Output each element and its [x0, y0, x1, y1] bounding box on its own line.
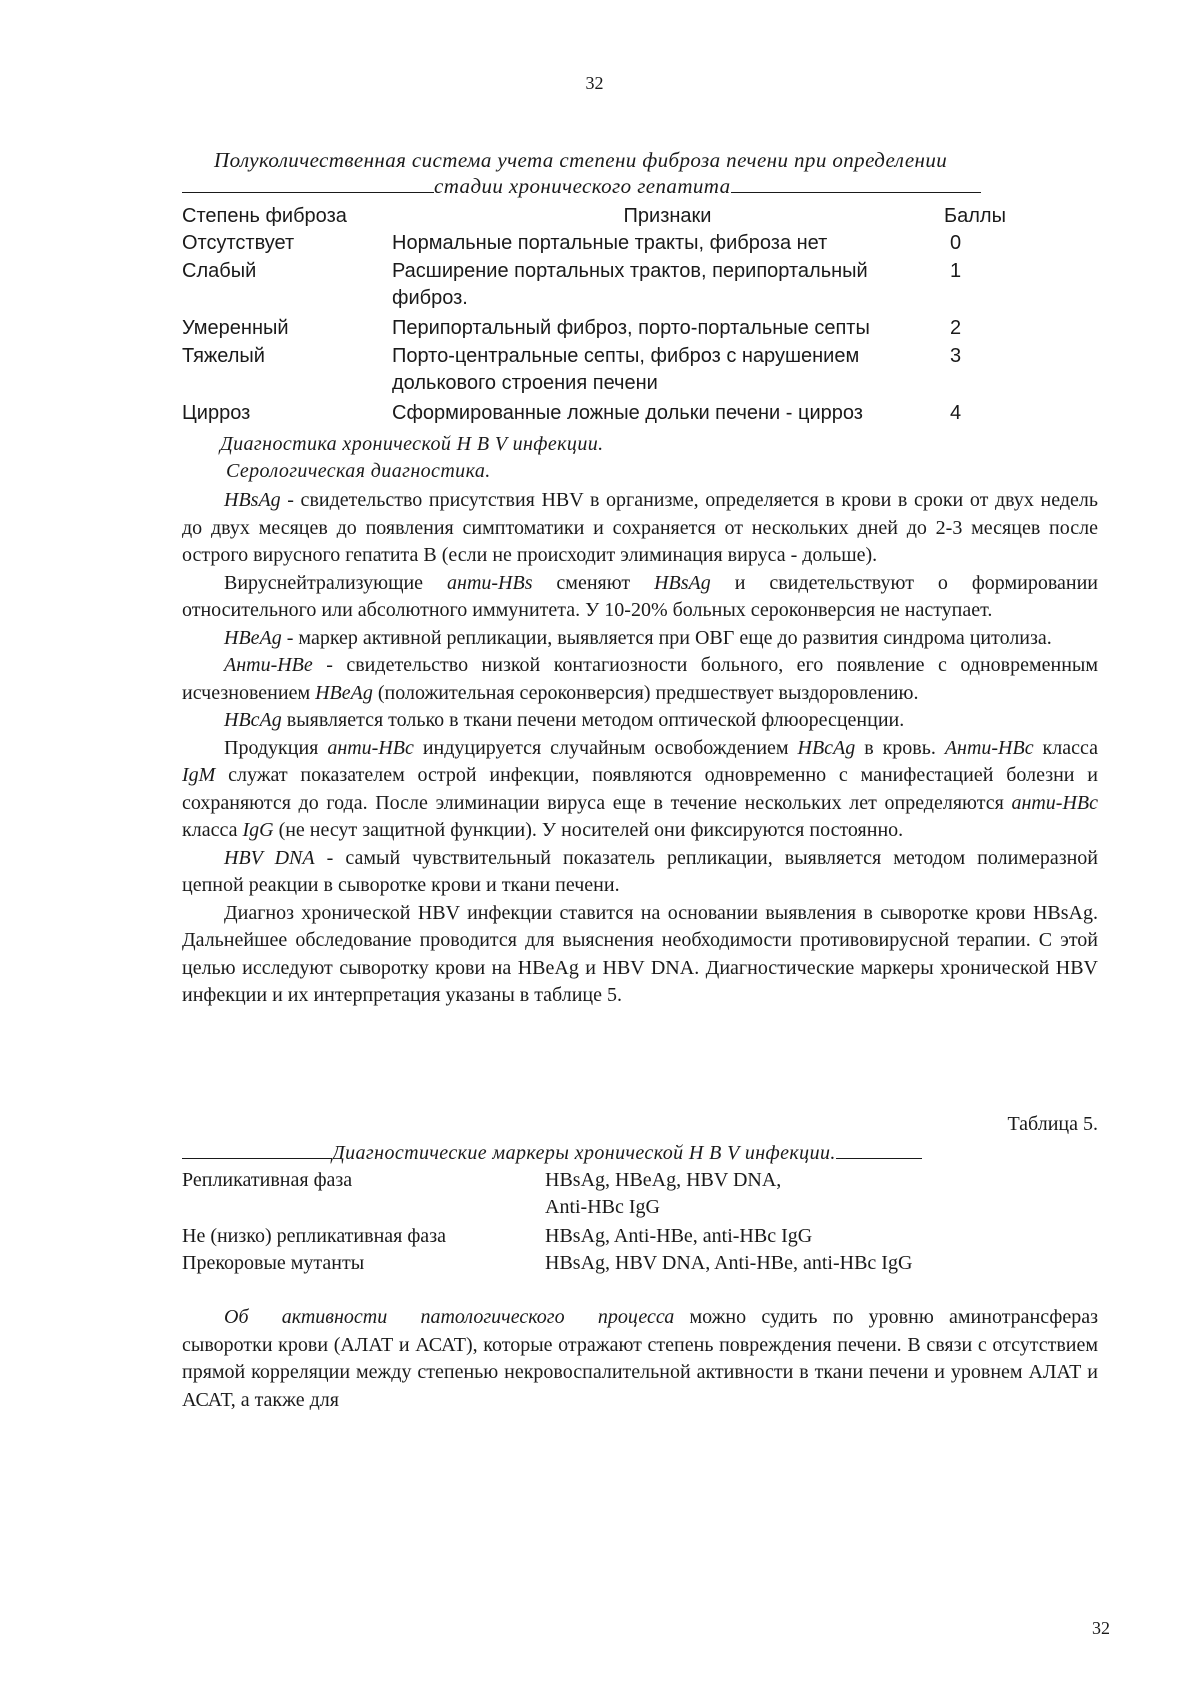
- paragraph-hbsag: [182, 487, 1098, 570]
- term: HBcAg: [797, 736, 856, 759]
- table-row-degree: Тяжелый: [182, 345, 265, 367]
- text: выявляется только в ткани печени методом оптической флюоресценции.: [281, 709, 905, 731]
- page-number-top: 32: [585, 73, 604, 93]
- table-header-signs: Признаки: [623, 205, 712, 227]
- table-row-degree: Слабый: [182, 260, 257, 282]
- text: - свидетельство присутствия HBV в организме, определяется в крови в сроки от двух недель до двух месяцев до появления симптоматики и сохраняется от нескольких дней до 2-3 месяцев после острого вирусного гепатита В (если не происходит элиминация вируса - дольше).: [182, 489, 1098, 566]
- table-row-signs: Порто-центральные септы, фиброз с нарушением: [392, 345, 860, 367]
- page-number-bottom: 32: [1092, 1618, 1110, 1638]
- term: IgM: [182, 764, 216, 786]
- fibrosis-table-caption-text: стадии хронического гепатита: [434, 174, 731, 198]
- text: индуцируется случайным освобождением: [413, 736, 798, 759]
- table-row-signs-cont: фиброз.: [392, 287, 468, 309]
- fibrosis-table-caption-line2: [182, 174, 981, 199]
- caption-underline-right: [836, 1140, 922, 1159]
- table-header-degree: Степень фиброза: [182, 205, 347, 227]
- table-row-degree: Цирроз: [182, 402, 251, 424]
- table-row-signs-cont: долькового строения печени: [392, 372, 658, 394]
- paragraph-hbeag: [182, 625, 1098, 653]
- table-row-score: 0: [950, 232, 962, 254]
- paragraph-anti-hbe: [182, 652, 1098, 707]
- text: сменяют: [532, 571, 655, 594]
- body-text: [182, 487, 1098, 1010]
- table5-row-markers: HBsAg, Anti-HBe, anti-HBc IgG: [545, 1225, 813, 1247]
- term: анти-HBc: [1011, 791, 1098, 814]
- table-row-degree: Отсутствует: [182, 232, 295, 254]
- table-row-score: 3: [950, 345, 962, 367]
- table5-row-markers: HBsAg, HBeAg, HBV DNA,: [545, 1169, 782, 1191]
- caption-underline-left: [182, 174, 434, 193]
- final-text: [182, 1304, 1098, 1414]
- text: класса: [1033, 736, 1098, 759]
- text: Диагноз хронической HBV инфекции ставится на основании выявления в сыворотке крови HBsAg. Дальнейшее обследование проводится для выяснения необходимости противовирусной терапии. С этой целью исследуют сыворотку крови на HBeAg и HBV DNA. Диагностические маркеры хронической HBV инфекции и их интерпретация указаны в таблице 5.: [182, 901, 1098, 1006]
- caption-underline-right: [731, 174, 981, 193]
- term: Об активности патологического процесса: [224, 1306, 675, 1328]
- table5-label: Таблица 5.: [1007, 1113, 1098, 1135]
- text: - свидетельство низкой контагиозности больного, его появление с одновременным исчезновением: [182, 654, 1098, 704]
- text: (положительная сероконверсия) предшествует выздоровлению.: [372, 681, 919, 704]
- term: анти-HBc: [327, 736, 414, 759]
- table5-row-phase: Репликативная фаза: [182, 1169, 353, 1191]
- term: HBsAg: [654, 571, 711, 594]
- term: анти-HBs: [447, 571, 533, 594]
- term: Анти-HBc: [944, 736, 1034, 759]
- text: - самый чувствительный показатель репликации, выявляется методом полимеразной цепной реакции в сыворотке крови и ткани печени.: [182, 846, 1099, 896]
- term: HBV DNA: [224, 846, 315, 869]
- text: Продукция: [224, 736, 328, 759]
- text: Вируснейтрализующие: [224, 571, 448, 594]
- text: служат показателем острой инфекции, появляются одновременно с манифестацией болезни и сохраняются до года. После элиминации вируса еще в течение нескольких лет определяются: [182, 764, 1098, 814]
- term: HBeAg: [315, 681, 373, 704]
- table5-caption: Диагностические маркеры хронической H B V инфекции.: [332, 1142, 836, 1164]
- text: - маркер активной репликации, выявляется при ОВГ еще до развития синдрома цитолиза.: [281, 626, 1052, 649]
- table-row-signs: Перипортальный фиброз, порто-портальные септы: [392, 317, 870, 339]
- table5-caption-line: [182, 1140, 922, 1165]
- table5-row-markers: HBsAg, HBV DNA, Anti-HBe, anti-HBc IgG: [545, 1252, 913, 1274]
- paragraph-diagnosis: [182, 900, 1098, 1010]
- text: и свидетельствуют о формировании относительного или абсолютного иммунитета. У 10-20% больных сероконверсия не наступает.: [182, 571, 1099, 621]
- text: (не несут защитной функции). У носителей они фиксируются постоянно.: [273, 819, 904, 841]
- table-row-degree: Умеренный: [182, 317, 289, 339]
- table-row-signs: Нормальные портальные тракты, фиброза нет: [392, 232, 828, 254]
- paragraph-hbv-dna: [182, 845, 1098, 900]
- section-subtitle: Серологическая диагностика.: [226, 460, 491, 482]
- table5-row-phase: Прекоровые мутанты: [182, 1252, 365, 1274]
- table-row-signs: Сформированные ложные дольки печени - цирроз: [392, 402, 863, 424]
- table-row-signs: Расширение портальных трактов, перипортальный: [392, 260, 868, 282]
- term: Анти-HBe: [224, 654, 313, 676]
- term: IgG: [242, 819, 274, 841]
- text: класса: [182, 819, 243, 841]
- table5-row-markers-cont: Anti-HBc IgG: [545, 1196, 660, 1218]
- term: HBsAg: [224, 489, 281, 511]
- text: можно судить по уровню аминотрансфераз сыворотки крови (АЛАТ и АСАТ), которые отражают степень повреждения печени. В связи с отсутствием прямой корреляции между степенью некровоспалительной активности в ткани печени и уровнем АЛАТ и АСАТ, а также для: [182, 1306, 1098, 1411]
- section-title: Диагностика хронической H B V инфекции.: [220, 433, 604, 455]
- paragraph-anti-hbc: [182, 735, 1098, 845]
- paragraph-anti-hbs: [182, 570, 1098, 625]
- fibrosis-table-caption: Полуколичественная система учета степени фиброза печени при определении: [214, 148, 948, 172]
- table-row-score: 2: [950, 317, 962, 339]
- paragraph-hbcag: [182, 707, 1098, 735]
- table-row-score: 4: [950, 402, 962, 424]
- caption-underline-left: [182, 1140, 332, 1159]
- table-header-score: Баллы: [944, 205, 1006, 227]
- table5-row-phase: Не (низко) репликативная фаза: [182, 1225, 446, 1247]
- table-row-score: 1: [950, 260, 962, 282]
- term: HBcAg: [224, 709, 282, 731]
- term: HBeAg: [224, 626, 282, 649]
- paragraph-activity: [182, 1304, 1098, 1414]
- text: в кровь.: [855, 736, 945, 759]
